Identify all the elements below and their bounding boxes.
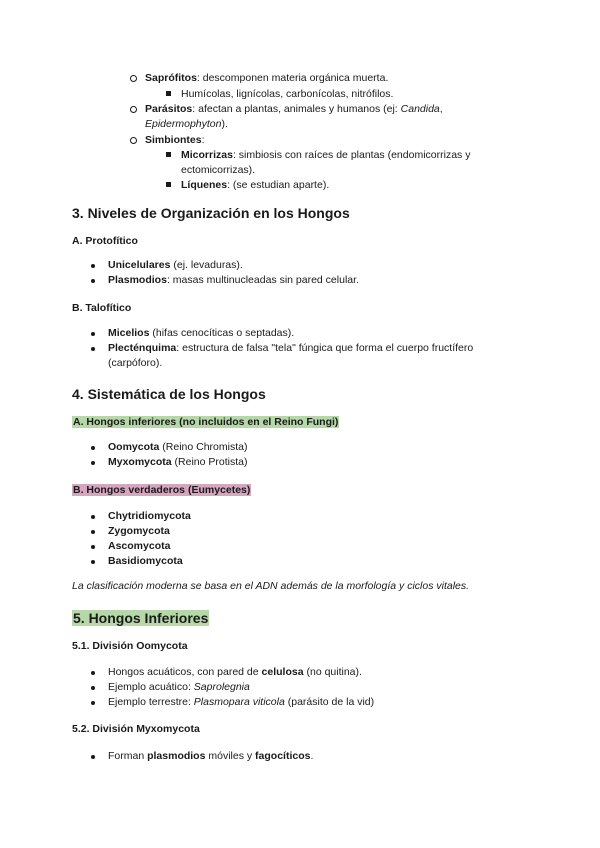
section-4b-heading [72,483,251,498]
item-text: : descomponen materia orgánica muerta. [196,72,389,84]
item-text: : estructura de falsa "tela" fúngica que forma el cuerpo fructífero [176,342,474,354]
section-3b-heading: B. Talofítico [72,302,132,314]
section-3a-heading: A. Protofítico [72,235,138,247]
example-saprolegnia: Saprolegnia [193,681,250,693]
section-3-heading: 3. Niveles de Organización en los Hongos [72,205,350,221]
item-text: Ejemplo terrestre: [108,696,194,708]
term-fagociticos: fagocíticos [255,750,311,762]
term-plasmodios: Plasmodios [108,274,167,286]
circle-bullet-icon [130,106,137,113]
term-parasitos: Parásitos [145,103,193,115]
list-item-micorrizas-cont: ectomicorrizas). [181,164,256,176]
list-item-liquenes [181,178,329,193]
term-unicelulares: Unicelulares [108,259,171,271]
example-candida: Candida [400,103,440,115]
example-epidermophyton: Epidermophyton [145,118,222,130]
circle-bullet-icon [130,75,137,82]
list-item [108,455,247,470]
list-item: Zygomycota [108,525,170,537]
list-item-parasitos-cont [145,117,228,132]
item-text: , [439,103,443,115]
item-text: : (se estudian aparte). [227,179,330,191]
list-item-saprofitos-sub: Humícolas, lignícolas, carbonícolas, nitrófilos. [181,88,394,100]
list-item [108,665,362,680]
list-item [108,326,294,341]
list-item [108,273,359,288]
example-plasmopara: Plasmopara viticola [193,696,285,708]
bullet-icon [91,545,95,549]
bullet-icon [91,347,95,351]
list-item [108,695,374,710]
section-5-2-heading: 5.2. División Myxomycota [72,723,200,735]
list-item [108,258,243,273]
square-bullet-icon [166,91,171,96]
bullet-icon [91,560,95,564]
classification-note: La clasificación moderna se basa en el ADN además de la morfología y ciclos vitales. [72,580,470,592]
bullet-icon [91,332,95,336]
item-text: : [201,134,205,146]
term-micelios: Micelios [108,327,150,339]
item-text: (no quitina). [303,666,362,678]
item-text: : afectan a plantas, animales y humanos (ej: [192,103,401,115]
list-item-cont: (carpóforo). [108,357,163,369]
term-simbiontes: Simbiontes [145,134,202,146]
item-text: (hifas cenocíticas o septadas). [149,327,295,339]
item-text: . [310,750,314,762]
bullet-icon [91,279,95,283]
term-saprofitos: Saprófitos [145,72,197,84]
bullet-icon [91,461,95,465]
list-item: Ascomycota [108,540,171,552]
list-item [108,341,473,356]
term-oomycota: Oomycota [108,441,160,453]
item-text: : masas multinucleadas sin pared celular. [166,274,359,286]
list-item-micorrizas [181,148,470,163]
list-item: Chytridiomycota [108,510,191,522]
square-bullet-icon [166,152,171,157]
item-text: (ej. levaduras). [170,259,243,271]
highlighted-heading-green: 5. Hongos Inferiores [73,610,209,626]
bullet-icon [91,755,95,759]
section-4-heading: 4. Sistemática de los Hongos [72,386,266,402]
bullet-icon [91,686,95,690]
item-text: Hongos acuáticos, con pared de [108,666,262,678]
list-item: Basidiomycota [108,555,183,567]
highlighted-heading-green: A. Hongos inferiores (no incluidos en el Reino Fungi) [73,416,339,428]
item-text: (parásito de la vid) [284,696,375,708]
highlighted-heading-pink: B. Hongos verdaderos (Eumycetes) [73,484,251,496]
section-5-1-heading: 5.1. División Oomycota [72,640,188,652]
item-text: (Reino Protista) [171,456,248,468]
item-text: : simbiosis con raíces de plantas (endomicorrizas y [232,149,471,161]
item-text: ). [221,118,228,130]
term-micorrizas: Micorrizas [181,149,233,161]
term-liquenes: Líquenes [181,179,228,191]
list-item-saprofitos [145,71,388,86]
list-item [108,440,247,455]
bullet-icon [91,515,95,519]
square-bullet-icon [166,182,171,187]
bullet-icon [91,446,95,450]
bullet-icon [91,264,95,268]
list-item-simbiontes [145,133,205,148]
bullet-icon [91,671,95,675]
item-text: (Reino Chromista) [159,441,248,453]
term-myxomycota: Myxomycota [108,456,172,468]
bullet-icon [91,530,95,534]
item-text: Ejemplo acuático: [108,681,194,693]
term-celulosa: celulosa [261,666,304,678]
section-4a-heading [72,415,339,430]
bullet-icon [91,701,95,705]
term-plasmodios: plasmodios [147,750,206,762]
list-item-parasitos [145,102,443,117]
item-text: móviles y [205,750,256,762]
list-item [108,749,313,764]
circle-bullet-icon [130,137,137,144]
section-5-heading [72,609,209,627]
term-plectenquima: Plecténquima [108,342,177,354]
list-item [108,680,250,695]
item-text: Forman [108,750,148,762]
